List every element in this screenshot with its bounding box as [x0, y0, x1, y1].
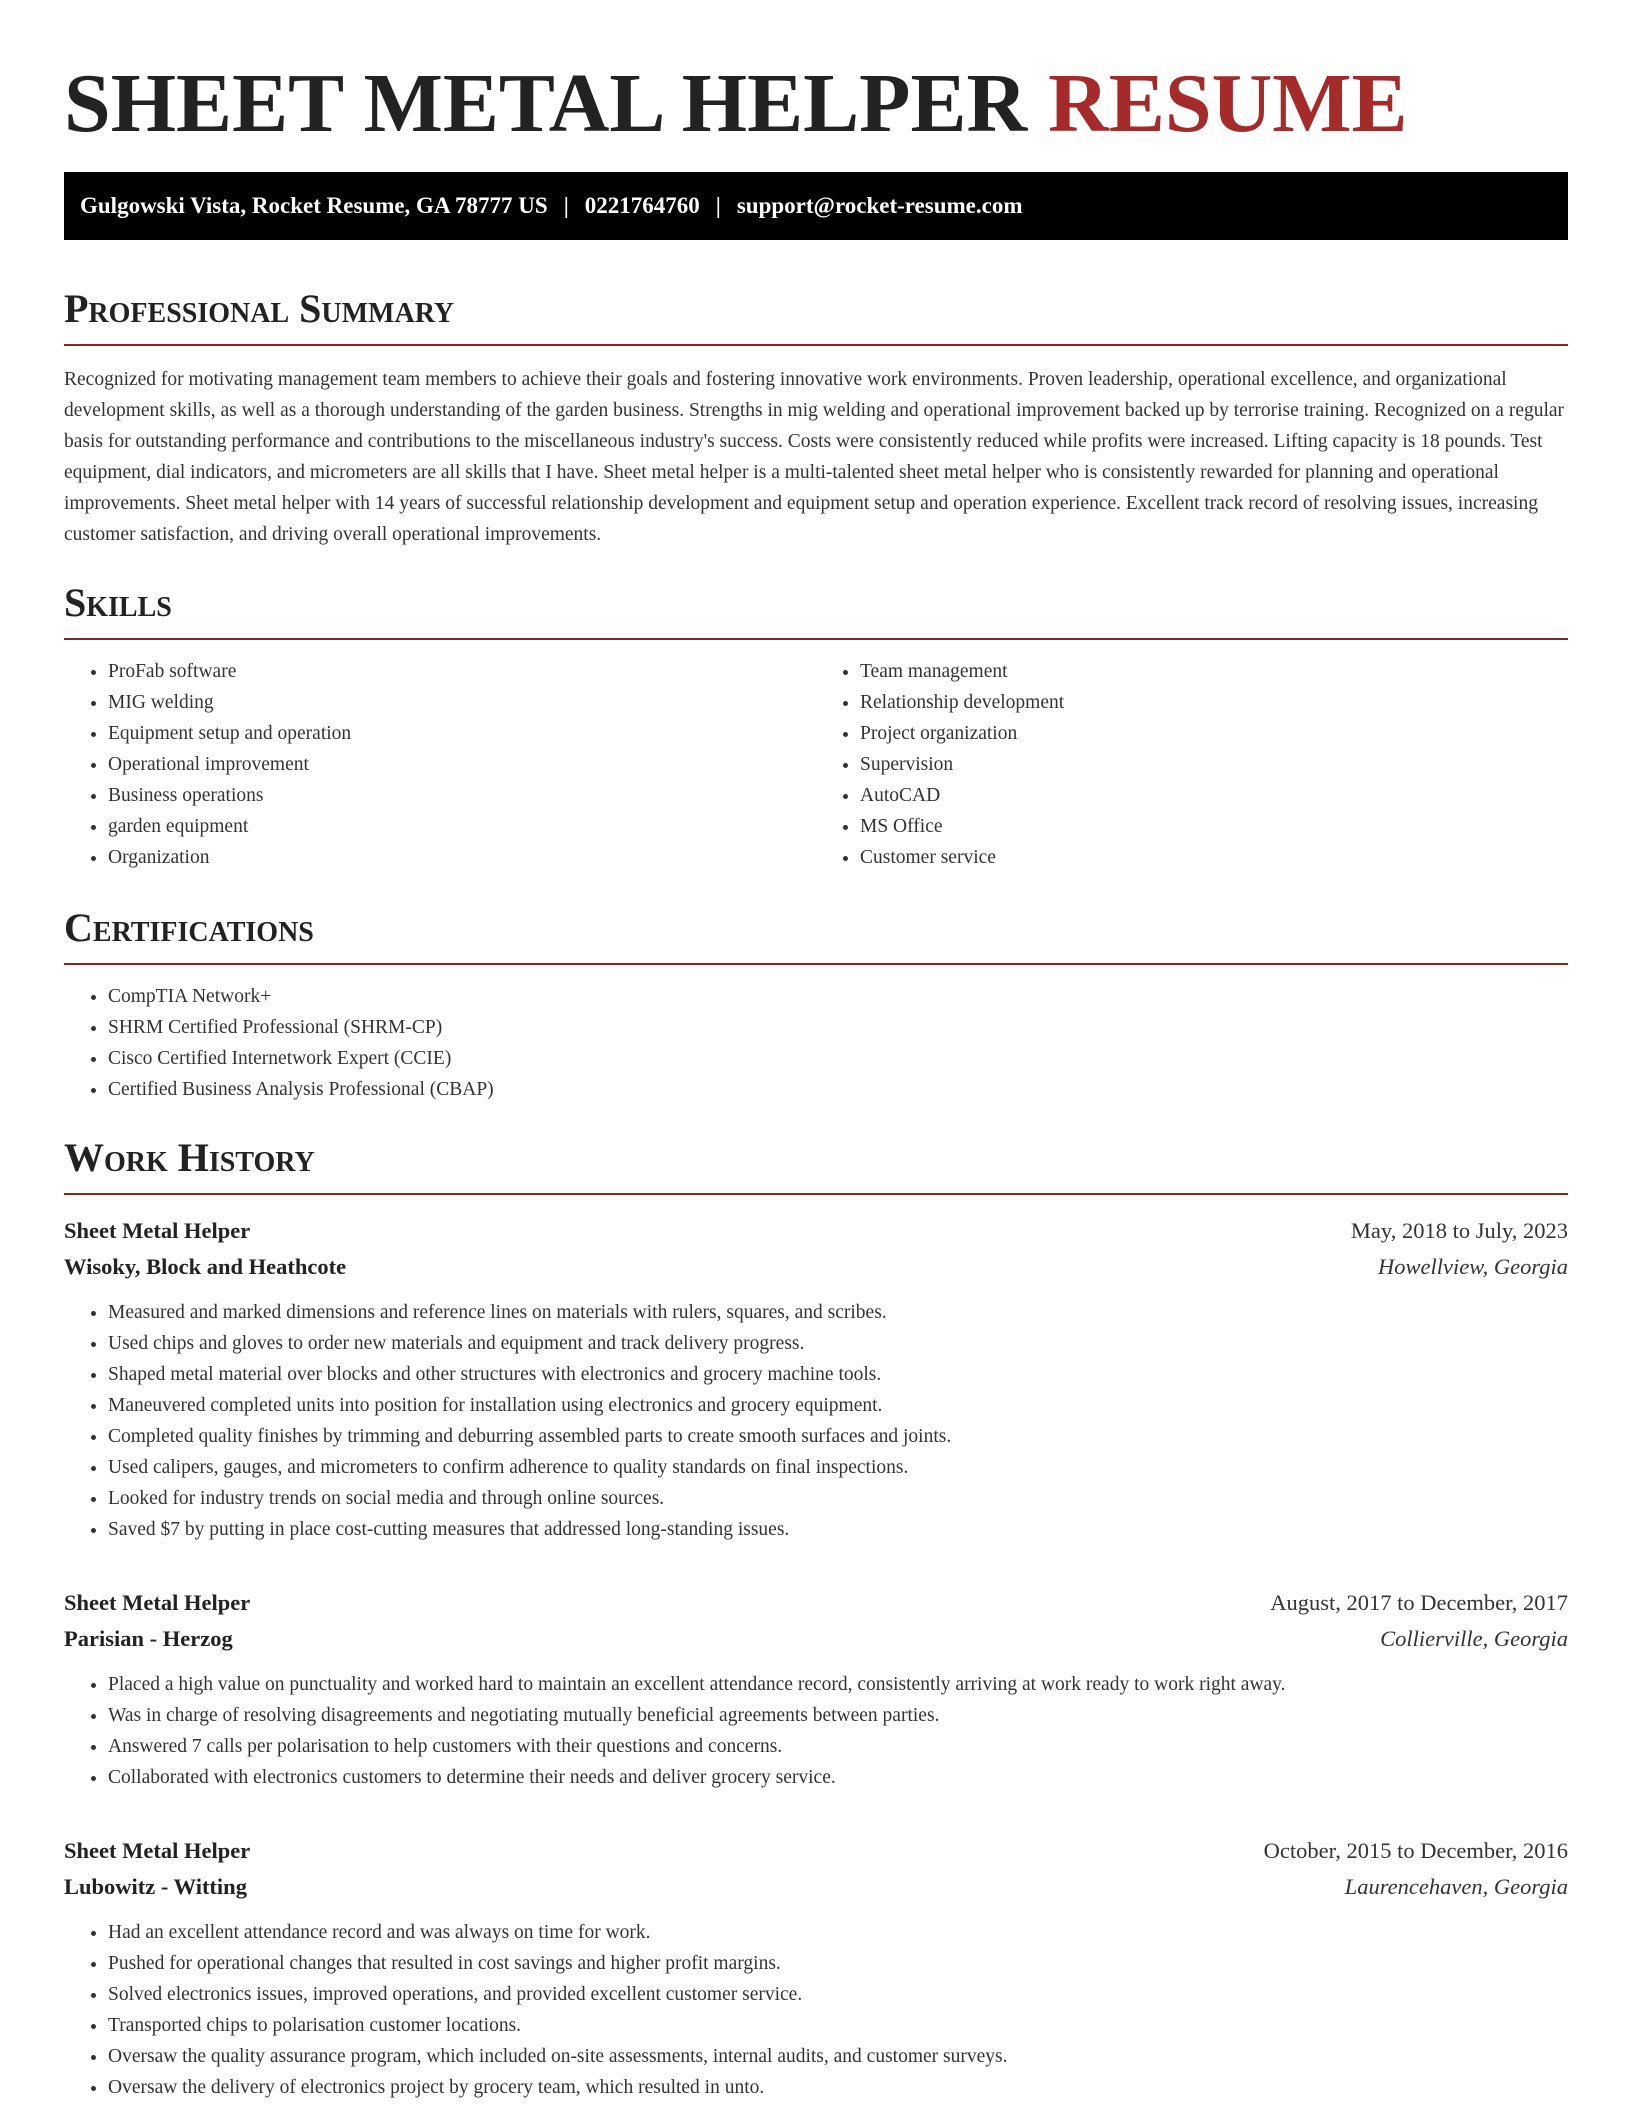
contact-phone: 0221764760: [584, 193, 700, 218]
job-title: Sheet Metal Helper: [64, 1218, 251, 1243]
job-entry: [64, 1833, 1568, 2103]
job-duty: • Saved $7 by putting in place cost-cutting measures that addressed long-standing issues.: [108, 1514, 1568, 1545]
skill-item: • MIG welding: [108, 687, 816, 718]
job-company-row: [64, 1249, 1568, 1285]
job-duty: • Maneuvered completed units into position for installation using electronics and grocery equipment.: [108, 1390, 1568, 1421]
job-duty: • Oversaw the delivery of electronics project by grocery team, which resulted in unto.: [108, 2072, 1568, 2103]
skills-section: [64, 580, 1568, 873]
job-duty: • Was in charge of resolving disagreements and negotiating mutually beneficial agreements between parties.: [108, 1700, 1568, 1731]
certifications-list: [64, 981, 1568, 1105]
job-dates: August, 2017 to December, 2017: [1270, 1590, 1568, 1615]
job-location: Howellview, Georgia: [1378, 1254, 1568, 1279]
job-duty: • Looked for industry trends on social media and through online sources.: [108, 1483, 1568, 1514]
work-history-section: [64, 1135, 1568, 2103]
job-duty: • Collaborated with electronics customers to determine their needs and deliver grocery service.: [108, 1762, 1568, 1793]
skill-item: • Team management: [860, 656, 1568, 687]
title-main: SHEET METAL HELPER: [64, 57, 1028, 150]
summary-text: Recognized for motivating management team members to achieve their goals and fostering innovative work environments. Proven leadership, operational excellence, and organizational development skills, as well as a thorough understanding of the garden business. Strengths in mig welding and operational improvement backed up by terrorise training. Recognized on a regular basis for outstanding performance and contributions to the miscellaneous industry's success. Costs were consistently reduced while profits were increased. Lifting capacity is 18 pounds. Test equipment, dial indicators, and micrometers are all skills that I have. Sheet metal helper is a multi-talented sheet metal helper who is consistently rewarded for planning and operational improvements. Sheet metal helper with 14 years of successful relationship development and equipment setup and operation experience. Excellent track record of resolving issues, increasing customer satisfaction, and driving overall operational improvements.: [64, 369, 1565, 545]
certification-item: • SHRM Certified Professional (SHRM-CP): [108, 1012, 1568, 1043]
skill-item: • Organization: [108, 842, 816, 873]
title-accent: RESUME: [1048, 57, 1408, 150]
contact-bar: [64, 172, 1568, 240]
job-company: Wisoky, Block and Heathcote: [64, 1254, 347, 1279]
job-duties-list: [64, 1917, 1568, 2103]
skills-list-left: [64, 656, 816, 873]
summary-heading: Professional Summary: [64, 286, 1568, 346]
skill-item: • Project organization: [860, 718, 1568, 749]
job-duty: • Completed quality finishes by trimming and deburring assembled parts to create smooth surfaces and joints.: [108, 1421, 1568, 1452]
contact-separator: |: [563, 193, 569, 218]
skill-item: • garden equipment: [108, 811, 816, 842]
certification-item: • Certified Business Analysis Professional (CBAP): [108, 1074, 1568, 1105]
job-title-row: [64, 1833, 1568, 1869]
job-duty: • Shaped metal material over blocks and other structures with electronics and grocery machine tools.: [108, 1359, 1568, 1390]
job-duty: • Had an excellent attendance record and was always on time for work.: [108, 1917, 1568, 1948]
job-duty: • Placed a high value on punctuality and worked hard to maintain an excellent attendance record, consistently arriving at work ready to work right away.: [108, 1669, 1568, 1700]
job-duty: • Measured and marked dimensions and reference lines on materials with rulers, squares, and scribes.: [108, 1297, 1568, 1328]
job-location: Laurencehaven, Georgia: [1344, 1874, 1568, 1899]
job-location: Collierville, Georgia: [1380, 1626, 1568, 1651]
skill-item: • Customer service: [860, 842, 1568, 873]
skill-item: • Equipment setup and operation: [108, 718, 816, 749]
skill-item: • MS Office: [860, 811, 1568, 842]
work-history-heading: Work History: [64, 1135, 1568, 1195]
skill-item: • ProFab software: [108, 656, 816, 687]
job-dates: May, 2018 to July, 2023: [1350, 1218, 1568, 1243]
job-duty: • Used chips and gloves to order new materials and equipment and track delivery progress.: [108, 1328, 1568, 1359]
job-company-row: [64, 1621, 1568, 1657]
job-title-row: [64, 1585, 1568, 1621]
job-duty: • Pushed for operational changes that resulted in cost savings and higher profit margins.: [108, 1948, 1568, 1979]
job-title-row: [64, 1213, 1568, 1249]
job-title: Sheet Metal Helper: [64, 1590, 251, 1615]
skill-item: • AutoCAD: [860, 780, 1568, 811]
skill-item: • Business operations: [108, 780, 816, 811]
job-dates: October, 2015 to December, 2016: [1263, 1838, 1568, 1863]
skills-list-right: [816, 656, 1568, 873]
summary-section: [64, 286, 1568, 550]
job-duties-list: [64, 1297, 1568, 1545]
job-title: Sheet Metal Helper: [64, 1838, 251, 1863]
certifications-section: [64, 905, 1568, 1105]
job-company: Lubowitz - Witting: [64, 1874, 247, 1899]
job-duties-list: [64, 1669, 1568, 1793]
certifications-heading: Certifications: [64, 905, 1568, 965]
job-entry: [64, 1213, 1568, 1545]
skills-heading: Skills: [64, 580, 1568, 640]
skill-item: • Relationship development: [860, 687, 1568, 718]
contact-email: support@rocket-resume.com: [736, 193, 1023, 218]
skills-columns: [64, 640, 1568, 873]
job-duty: • Solved electronics issues, improved operations, and provided excellent customer service.: [108, 1979, 1568, 2010]
skill-item: • Operational improvement: [108, 749, 816, 780]
job-duty: • Answered 7 calls per polarisation to help customers with their questions and concerns.: [108, 1731, 1568, 1762]
job-duty: • Transported chips to polarisation customer locations.: [108, 2010, 1568, 2041]
contact-separator: |: [715, 193, 721, 218]
job-company: Parisian - Herzog: [64, 1626, 233, 1651]
job-duty: • Used calipers, gauges, and micrometers to confirm adherence to quality standards on final inspections.: [108, 1452, 1568, 1483]
certification-item: • Cisco Certified Internetwork Expert (CCIE): [108, 1043, 1568, 1074]
job-duty: • Oversaw the quality assurance program, which included on-site assessments, internal audits, and customer surveys.: [108, 2041, 1568, 2072]
skill-item: • Supervision: [860, 749, 1568, 780]
resume-title: [64, 58, 1568, 150]
job-company-row: [64, 1869, 1568, 1905]
certification-item: • CompTIA Network+: [108, 981, 1568, 1012]
contact-address: Gulgowski Vista, Rocket Resume, GA 78777 US: [80, 193, 548, 218]
job-entry: [64, 1585, 1568, 1793]
